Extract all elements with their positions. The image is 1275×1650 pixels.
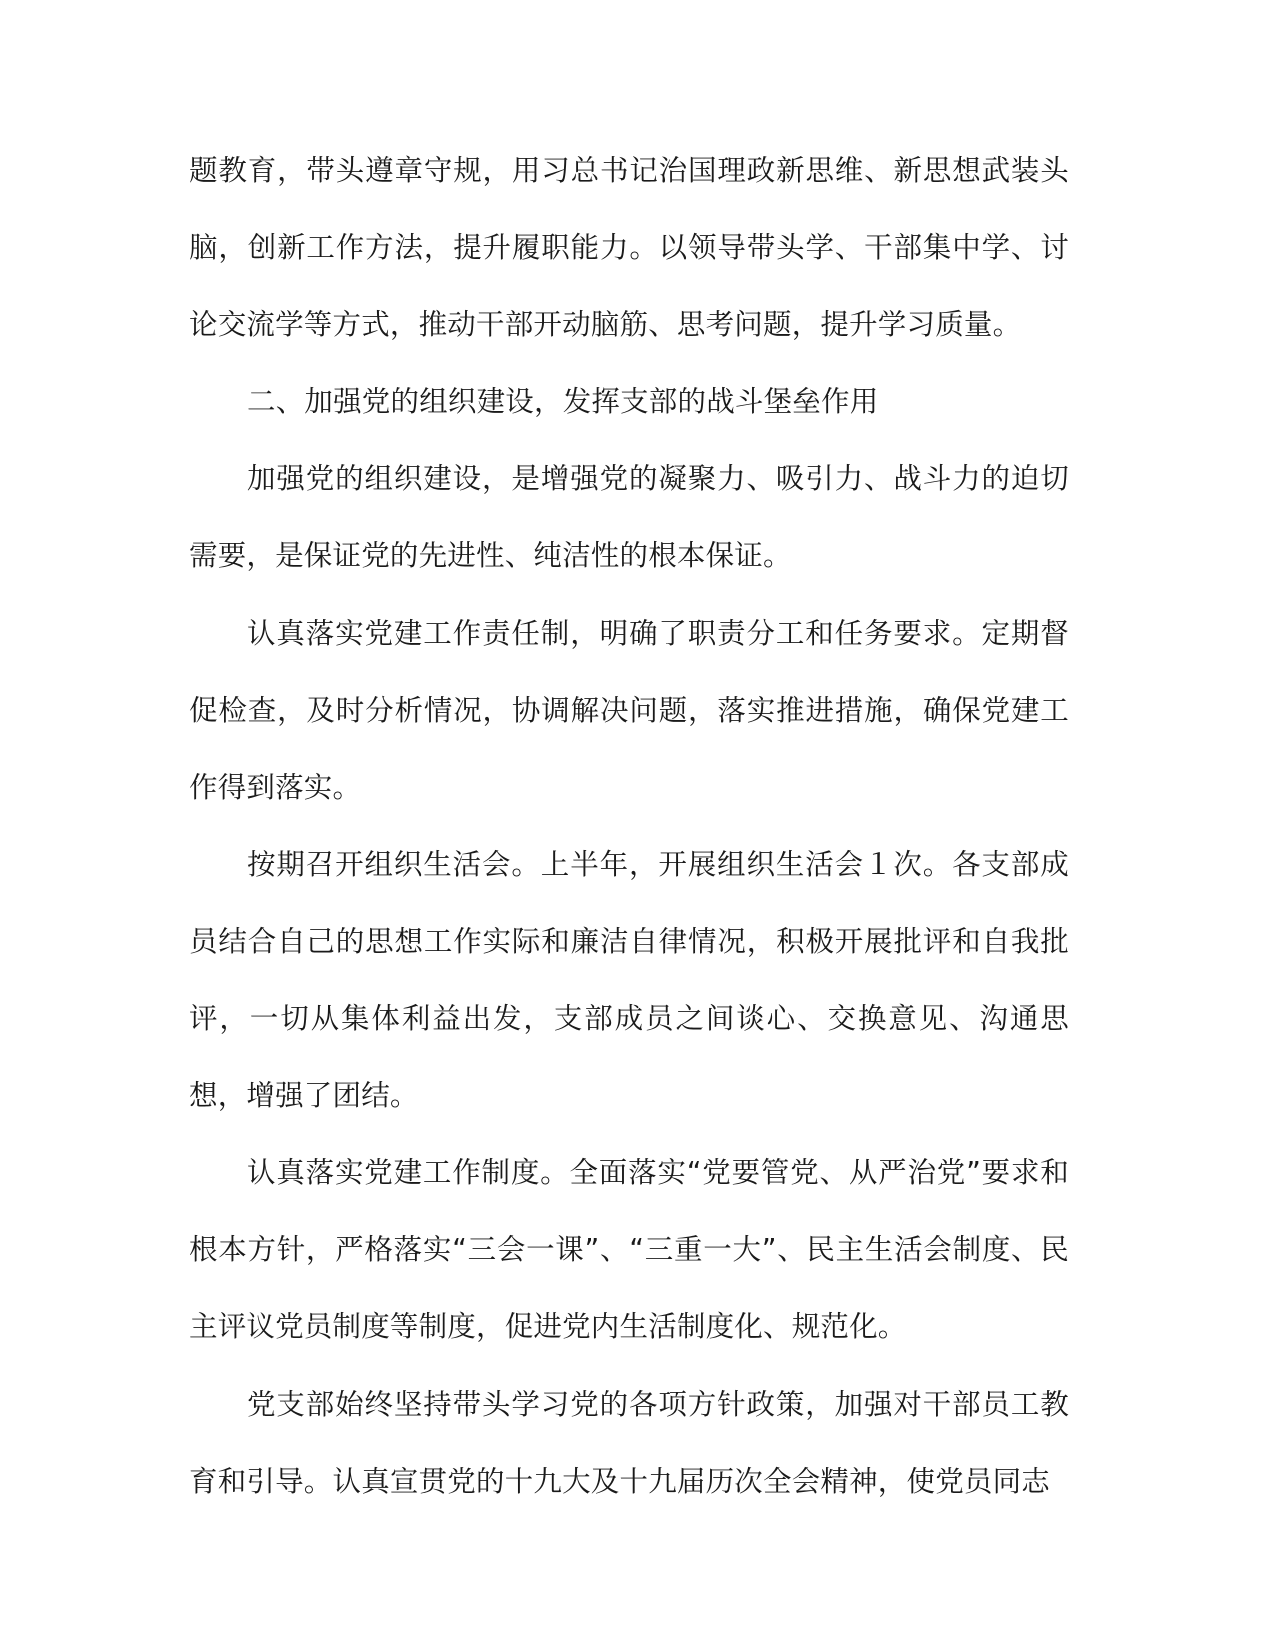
document-body (189, 132, 1069, 1520)
paragraph: 党支部始终坚持带头学习党的各项方针政策，加强对干部员工教育和引导。认真宣贯党的十九大及十九届历次全会精神，使党员同志 (189, 1387, 1069, 1498)
paragraph: 认真落实党建工作责任制，明确了职责分工和任务要求。定期督促检查，及时分析情况，协调解决问题，落实推进措施，确保党建工作得到落实。 (189, 616, 1069, 804)
paragraph: 认真落实党建工作制度。全面落实“党要管党、从严治党”要求和根本方针，严格落实“三会一课”、“三重一大”、民主生活会制度、民主评议党员制度等制度，促进党内生活制度化、规范化。 (189, 1156, 1069, 1344)
paragraph: 加强党的组织建设，是增强党的凝聚力、吸引力、战斗力的迫切需要，是保证党的先进性、纯洁性的根本保证。 (189, 462, 1069, 573)
paragraph-continued: 题教育，带头遵章守规，用习总书记治国理政新思维、新思想武装头脑，创新工作方法，提升履职能力。以领导带头学、干部集中学、讨论交流学等方式，推动干部开动脑筋、思考问题，提升学习质量。 (189, 154, 1069, 342)
paragraph: 按期召开组织生活会。上半年，开展组织生活会１次。各支部成员结合自己的思想工作实际和廉洁自律情况，积极开展批评和自我批评，一切从集体利益出发，支部成员之间谈心、交换意见、沟通思想，增强了团结。 (189, 847, 1069, 1113)
section-heading: 二、加强党的组织建设，发挥支部的战斗堡垒作用 (247, 385, 879, 419)
